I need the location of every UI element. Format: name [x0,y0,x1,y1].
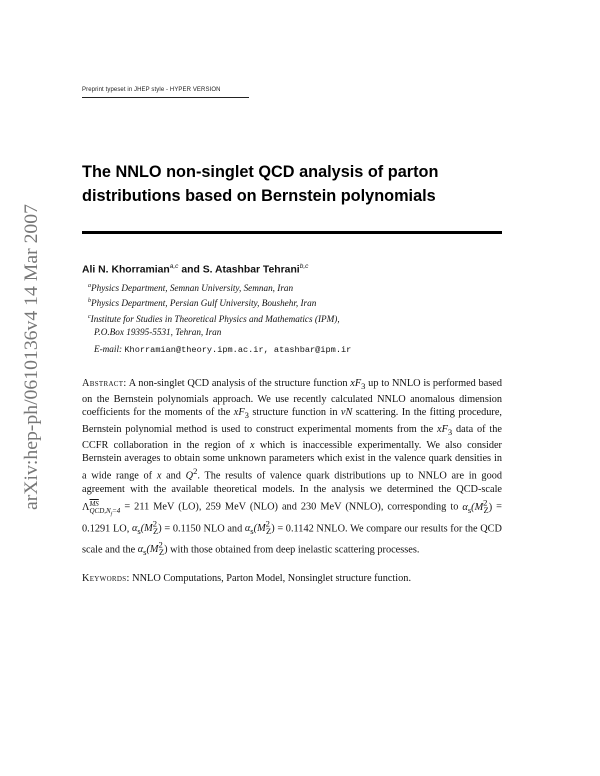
abstract-text: data of the CCFR collaboration in the region of [82,423,502,451]
math-subscript: f [110,512,113,517]
math-symbol: xF [350,378,362,389]
math-superscript: $\overline{MS}$ [89,499,99,508]
math-superscript: 2 [193,466,198,477]
preprint-note: Preprint typeset in JHEP style - HYPER VERSION [82,87,221,93]
email-label: E-mail: [94,344,123,354]
arxiv-stamp-text: arXiv:hep-ph/0610136v4 14 Mar 2007 [22,222,42,510]
author-name: S. Atashbar Tehrani [202,264,300,276]
header-rule [82,97,249,98]
paper-title [82,160,502,208]
math-symbol: (M [140,523,153,535]
affiliations [88,280,340,340]
abstract-text: = 0.1291 LO, [82,501,502,535]
math-subscript: s [143,547,147,558]
affiliation-item [88,280,340,295]
alpha-s-expression [131,519,162,537]
affiliation-mark: c [88,313,91,320]
math-symbol: α [244,523,251,535]
keywords [82,573,502,584]
math-subscript: 3 [361,381,366,392]
math-symbol: ) [158,523,162,535]
math-subscript: s [467,504,472,515]
abstract-text: structure function in [248,407,341,419]
keywords-text: NNLO Computations, Parton Model, Nonsinglet structure function. [129,573,412,584]
abstract-text: which is inaccessible experimentally. We also consider Bernstein averages to obtain some unknown parameters which exist in the valence quark densities in a wide range of [82,439,502,482]
abstract-text: scattering. In the fitting procedure, Bernstein polynomial method is used to construct experimental moments from the [82,407,502,435]
affiliation-text: Institute for Studies in Theoretical Physics and Mathematics (IPM), [90,314,340,324]
abstract-text: up to NNLO is performed based on the Bernstein polynomials approach. We use recently calculated NNLO anomalous dimension coefficients for the moments of the [82,378,503,419]
math-subscript: 3 [244,410,249,421]
math-symbol: xF [233,407,245,419]
lambda-qcd-symbol: Λ $\overline{MS}$ $QCD,N_f=4$ [82,499,121,517]
email-line [94,344,351,355]
math-symbol: x [156,470,162,482]
title-rule [82,231,502,234]
math-symbol: α [462,501,468,513]
keywords-heading: Keywords: [82,573,130,584]
math-superscript: 2 [483,497,488,508]
math-symbol: ) [164,544,168,556]
math-symbol: α [137,544,144,556]
alpha-s-expression [244,519,275,537]
abstract-text: with those obtained from deep inelastic scattering processes. [167,544,420,556]
abstract-text: = 0.1150 NLO and [161,523,245,535]
abstract [82,377,502,559]
affiliation-text: Physics Department, Persian Gulf University, Boushehr, Iran [91,298,317,309]
math-symbol: (M [253,523,266,535]
math-subscript: Z [158,547,165,558]
math-subscript: Z [483,504,489,515]
alpha-s-expression [137,539,168,558]
title-line-2: distributions based on Bernstein polynomials [82,187,436,205]
email-addresses[interactable]: Khorramian@theory.ipm.ac.ir, atashbar@ipm.ir [124,345,352,355]
math-symbol: νN [340,407,353,419]
math-subscript: Z [265,526,272,537]
affiliation-mark: a [88,283,91,289]
affiliation-item [88,295,340,310]
math-subscript: QCD,N [89,506,111,515]
author-conjunction: and [178,264,203,276]
math-subscript: s [250,526,254,537]
affiliation-text: Physics Department, Semnan University, Semnan, Iran [91,283,294,294]
abstract-text: . The results of valence quark distributions up to NNLO are in good agreement with the available theoretical models. In the analysis we determined the QCD-scale [82,470,503,495]
abstract-heading: Abstract: [82,378,127,389]
math-symbol: xF [437,423,448,435]
abstract-text: = 211 MeV (LO), 259 MeV (NLO) and 230 MeV (NNLO), corresponding to [120,501,463,513]
author-name: Ali N. Khorramian [82,264,170,276]
abstract-text: = 0.1142 NNLO. We compare our results for the QCD scale and the [82,523,502,556]
abstract-text: and [161,470,186,482]
math-symbol: x [250,439,255,451]
arxiv-stamp [17,202,45,512]
math-superscript: 2 [265,519,270,529]
math-symbol: (M [471,501,484,513]
affiliation-text-continued: P.O.Box 19395-5531, Tehran, Iran [94,327,222,338]
affiliation-item [88,311,340,326]
math-subscript: Z [153,526,159,537]
math-symbol: α [131,523,138,535]
math-symbol: ) [271,523,275,535]
math-symbol: Q [185,470,194,482]
alpha-s-expression [462,497,493,515]
math-symbol: (M [146,544,159,556]
affiliation-mark: b [88,298,91,305]
affiliation-marks: a,c [169,263,179,270]
math-subscript: =4 [112,506,121,515]
math-subscript: 3 [447,426,453,437]
math-superscript: 2 [152,519,158,529]
math-subscript: s [137,526,141,537]
affiliation-marks: b,c [299,263,309,270]
abstract-text: A non-singlet QCD analysis of the structure function [126,378,351,389]
math-symbol: ) [488,501,493,513]
title-line-1: The NNLO non-singlet QCD analysis of parton [82,163,439,181]
math-superscript: 2 [158,539,163,550]
author-list [82,263,308,275]
